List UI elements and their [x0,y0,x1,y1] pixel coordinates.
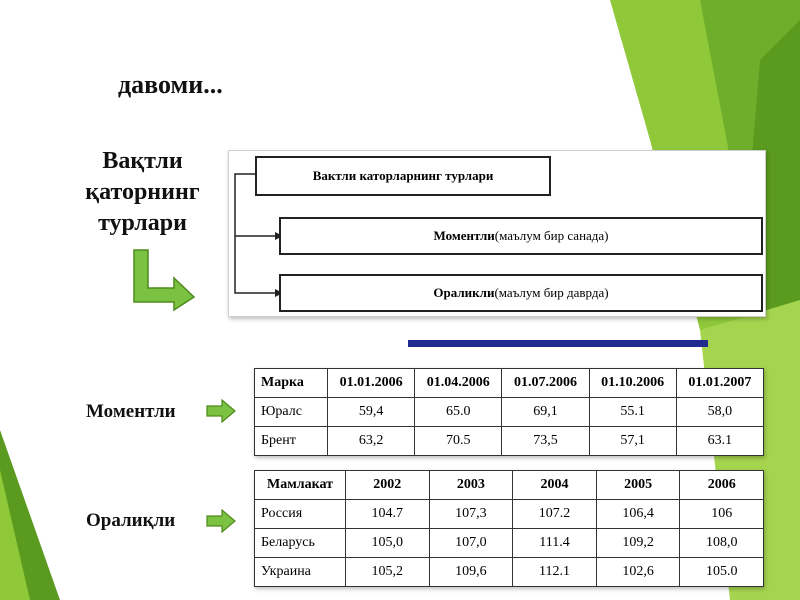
moment-cell: 58,0 [676,398,763,427]
diagram-root-box [255,156,551,196]
diagram-item-moment [279,217,763,255]
interval-cell: 109,2 [596,529,680,558]
interval-cell: 105,2 [346,558,430,587]
blue-divider-bar [408,340,708,347]
moment-cell: 73,5 [502,427,589,456]
interval-header-cell: 2005 [596,471,680,500]
interval-table [254,470,764,587]
moment-header-cell: 01.01.2007 [676,369,763,398]
table-row [255,398,764,427]
interval-cell: 109,6 [429,558,513,587]
diagram-item-moment-rest: (маълум бир санада) [494,228,609,243]
interval-cell: 112.1 [513,558,597,587]
interval-row-label: Россия [255,500,346,529]
interval-cell: 106,4 [596,500,680,529]
table-row [255,529,764,558]
side-heading-line-3: турлари [98,210,187,236]
moment-cell: 63.1 [676,427,763,456]
interval-cell: 105.0 [680,558,764,587]
moment-header-cell: 01.01.2006 [328,369,415,398]
interval-row-label: Беларусь [255,529,346,558]
diagram-item-moment-bold: Моментли [433,228,495,243]
interval-header-cell: 2004 [513,471,597,500]
diagram-root-label: Вактли каторларнинг турлари [312,168,494,183]
table-row [255,558,764,587]
table-row [255,427,764,456]
interval-header-cell: 2003 [429,471,513,500]
interval-cell: 106 [680,500,764,529]
interval-header-cell: 2006 [680,471,764,500]
table-row [255,500,764,529]
moment-row-label: Юралс [255,398,328,427]
moment-cell: 65.0 [415,398,502,427]
side-heading [70,146,215,239]
moment-arrow-icon [206,399,236,423]
interval-cell: 111.4 [513,529,597,558]
moment-cell: 59,4 [328,398,415,427]
diagram-item-interval-rest: (маълум бир даврда) [494,285,609,300]
interval-cell: 107,0 [429,529,513,558]
moment-header-cell: Марка [255,369,328,398]
moment-table [254,368,764,456]
moment-cell: 69,1 [502,398,589,427]
moment-table-header-row [255,369,764,398]
side-heading-line-1: Вақтли [102,148,183,174]
moment-cell: 63,2 [328,427,415,456]
interval-header-cell: 2002 [346,471,430,500]
interval-cell: 102,6 [596,558,680,587]
interval-label: Оралиқли [86,510,176,531]
moment-cell: 70.5 [415,427,502,456]
moment-cell: 55.1 [589,398,676,427]
interval-cell: 104.7 [346,500,430,529]
interval-cell: 108,0 [680,529,764,558]
moment-row-label: Брент [255,427,328,456]
moment-header-cell: 01.04.2006 [415,369,502,398]
l-arrow-icon [130,248,200,314]
moment-header-cell: 01.10.2006 [589,369,676,398]
slide-title: давоми... [118,70,223,99]
interval-cell: 107,3 [429,500,513,529]
interval-row-label: Украина [255,558,346,587]
diagram-item-interval-bold: Ораликли [433,285,495,300]
types-diagram [228,150,766,317]
diagram-item-interval [279,274,763,312]
interval-header-cell: Мамлакат [255,471,346,500]
interval-table-container [254,470,764,587]
moment-label: Моментли [86,401,176,422]
side-heading-line-2: қаторнинг [85,179,200,205]
interval-cell: 105,0 [346,529,430,558]
interval-arrow-icon [206,509,236,533]
moment-header-cell: 01.07.2006 [502,369,589,398]
moment-table-container [254,368,764,456]
interval-cell: 107.2 [513,500,597,529]
moment-cell: 57,1 [589,427,676,456]
interval-table-header-row [255,471,764,500]
